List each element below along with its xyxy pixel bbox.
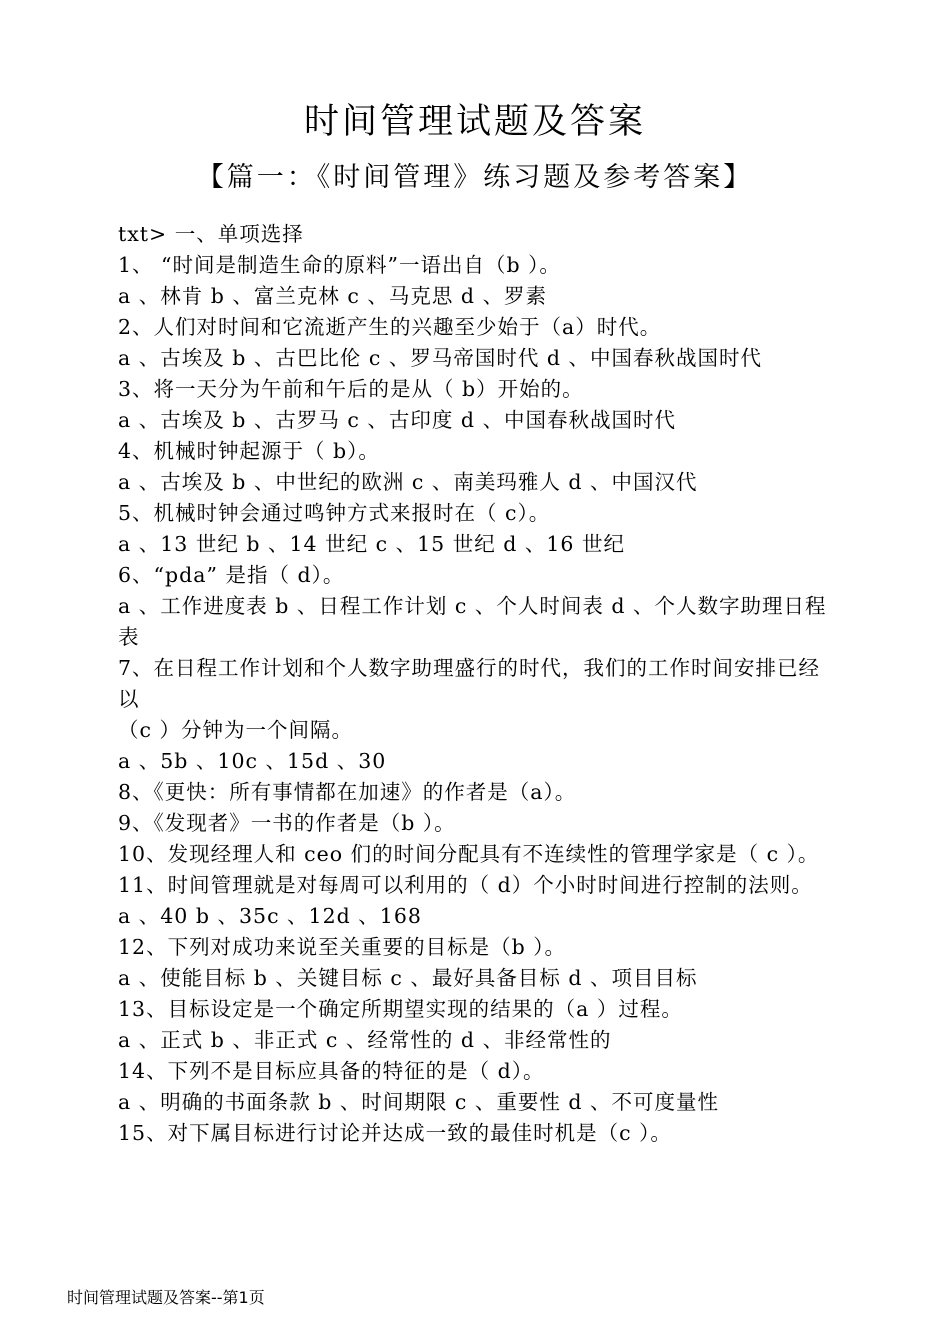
options-line: a 、13 世纪 b 、14 世纪 c 、15 世纪 d 、16 世纪 (118, 532, 625, 556)
question-line: 2、人们对时间和它流逝产生的兴趣至少始于（a）时代。 (118, 315, 662, 339)
question-line: 3、将一天分为午前和午后的是从（ b）开始的。 (118, 377, 584, 401)
question-line: 15、对下属目标进行讨论并达成一致的最佳时机是（c ）。 (118, 1121, 672, 1145)
question-body (118, 219, 836, 1149)
options-line: a 、古埃及 b 、中世纪的欧洲 c 、南美玛雅人 d 、中国汉代 (118, 470, 698, 494)
document-subtitle: 【篇一：《时间管理》练习题及参考答案】 (196, 162, 754, 193)
options-line: a 、正式 b 、非正式 c 、经常性的 d 、非经常性的 (118, 1028, 612, 1052)
question-line: 7、在日程工作计划和个人数字助理盛行的时代，我们的工作时间安排已经以 (118, 656, 821, 711)
section-heading: txt> 一、单项选择 (118, 222, 304, 246)
question-line: 1、 “时间是制造生命的原料”一语出自（b ）。 (118, 253, 561, 277)
options-line: a 、古埃及 b 、古罗马 c 、古印度 d 、中国春秋战国时代 (118, 408, 677, 432)
question-line: （c ）分钟为一个间隔。 (118, 718, 353, 742)
document-title: 时间管理试题及答案 (303, 102, 646, 142)
options-line: a 、工作进度表 b 、日程工作计划 c 、个人时间表 d 、个人数字助理日程表 (118, 594, 827, 649)
options-line: a 、林肯 b 、富兰克林 c 、马克思 d 、罗素 (118, 284, 548, 308)
question-line: 14、下列不是目标应具备的特征的是（ d）。 (118, 1059, 545, 1083)
page-footer: 时间管理试题及答案--第1页 (67, 1288, 265, 1307)
question-line: 5、机械时钟会通过鸣钟方式来报时在（ c）。 (118, 501, 551, 525)
question-line: 13、目标设定是一个确定所期望实现的结果的（a ）过程。 (118, 997, 683, 1021)
options-line: a 、40 b 、35c 、12d 、168 (118, 904, 422, 928)
options-line: a 、使能目标 b 、关键目标 c 、最好具备目标 d 、项目目标 (118, 966, 698, 990)
question-line: 9、《发现者》一书的作者是（b ）。 (118, 811, 456, 835)
question-line: 6、“pda” 是指（ d）。 (118, 563, 345, 587)
question-line: 10、发现经理人和 ceo 们的时间分配具有不连续性的管理学家是（ c ）。 (118, 842, 820, 866)
question-line: 12、下列对成功来说至关重要的目标是（b ）。 (118, 935, 566, 959)
options-line: a 、明确的书面条款 b 、时间期限 c 、重要性 d 、不可度量性 (118, 1090, 720, 1114)
question-line: 4、机械时钟起源于（ b）。 (118, 439, 380, 463)
options-line: a 、5b 、10c 、15d 、30 (118, 749, 387, 773)
options-line: a 、古埃及 b 、古巴比伦 c 、罗马帝国时代 d 、中国春秋战国时代 (118, 346, 763, 370)
question-line: 8、《更快：所有事情都在加速》的作者是（a）。 (118, 780, 577, 804)
question-line: 11、时间管理就是对每周可以利用的（ d）个小时时间进行控制的法则。 (118, 873, 813, 897)
